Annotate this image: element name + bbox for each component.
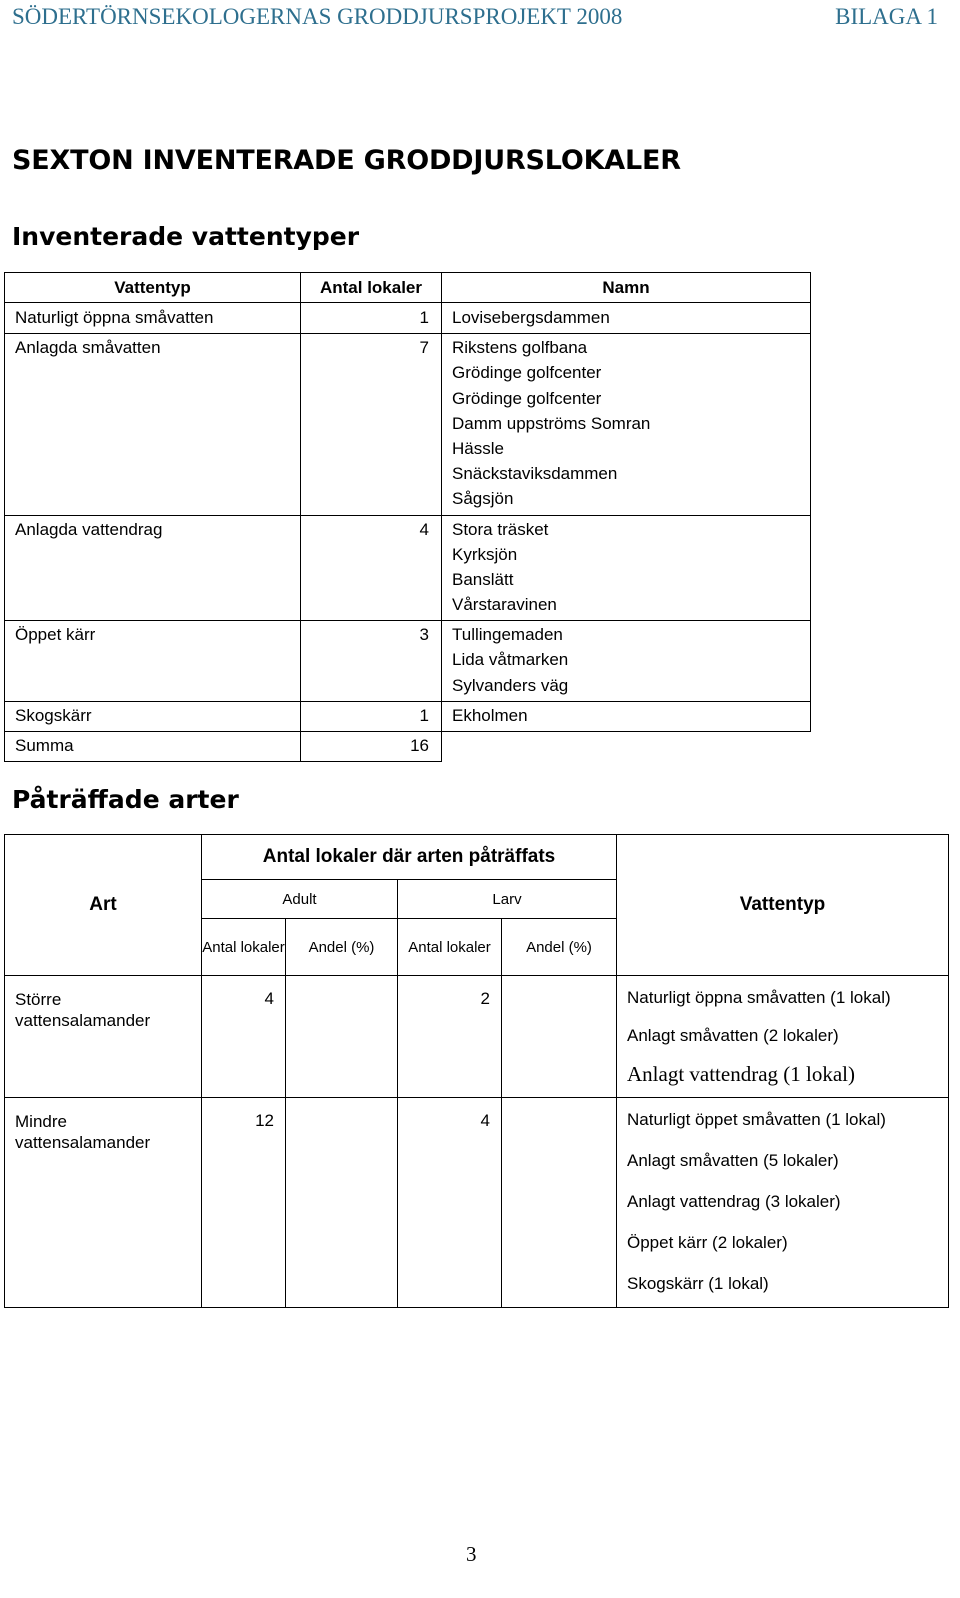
cell-vattentyp: Naturligt öppna småvatten — [5, 303, 301, 334]
column-header-adult-antal: Antal lokaler — [202, 919, 286, 976]
arter-table — [4, 834, 949, 1308]
cell-vattentyp: Anlagda vattendrag — [5, 515, 301, 621]
cell-antal: 7 — [301, 334, 442, 515]
cell-art: Mindre vattensalamander — [5, 1098, 202, 1308]
cell-namn: Rikstens golfbana Grödinge golfcenter Grödinge golfcenter Damm uppströms Somran Hässle Snäckstaviksdammen Sågsjön — [442, 334, 811, 515]
page-title: SEXTON INVENTERADE GRODDJURSLOKALER — [12, 145, 681, 176]
column-header-vattentyp: Vattentyp — [617, 835, 949, 976]
column-header-art: Art — [5, 835, 202, 976]
vattentyper-table — [4, 272, 811, 762]
table-row — [5, 303, 811, 334]
page-number: 3 — [466, 1542, 477, 1566]
cell-adult-andel — [286, 1098, 398, 1308]
cell-larv-andel — [502, 976, 617, 1098]
cell-antal: 1 — [301, 303, 442, 334]
table-row — [5, 515, 811, 621]
cell-antal: 1 — [301, 701, 442, 731]
cell-antal: 4 — [301, 515, 442, 621]
column-header-larv-antal: Antal lokaler — [398, 919, 502, 976]
table-sum-row — [5, 732, 811, 762]
cell-adult-andel — [286, 976, 398, 1098]
running-header-appendix: BILAGA 1 — [835, 4, 938, 29]
table-row — [5, 1098, 949, 1308]
cell-namn: Lovisebergsdammen — [442, 303, 811, 334]
cell-empty — [442, 732, 811, 762]
column-header-larv: Larv — [398, 880, 617, 919]
column-header-group: Antal lokaler där arten påträffats — [202, 835, 617, 880]
cell-vattentyp: Anlagda småvatten — [5, 334, 301, 515]
cell-adult-antal: 12 — [202, 1098, 286, 1308]
cell-adult-antal: 4 — [202, 976, 286, 1098]
column-header-vattentyp: Vattentyp — [5, 273, 301, 303]
section-heading-arter: Påträffade arter — [12, 785, 239, 814]
column-header-adult: Adult — [202, 880, 398, 919]
cell-vattentyp: Skogskärr — [5, 701, 301, 731]
cell-vattentyp: Naturligt öppna småvatten (1 lokal) Anlagt småvatten (2 lokaler) Anlagt vattendrag (1 lokal) — [617, 976, 949, 1098]
cell-vattentyp: Öppet kärr — [5, 621, 301, 702]
section-heading-vattentyper: Inventerade vattentyper — [12, 222, 360, 251]
table-row — [5, 701, 811, 731]
table-header-row — [5, 835, 949, 880]
cell-antal: 3 — [301, 621, 442, 702]
cell-summa-label: Summa — [5, 732, 301, 762]
column-header-antal: Antal lokaler — [301, 273, 442, 303]
table-row — [5, 334, 811, 515]
cell-vattentyp: Naturligt öppet småvatten (1 lokal) Anlagt småvatten (5 lokaler) Anlagt vattendrag (3 lokaler) Öppet kärr (2 lokaler) Skogskärr (1 lokal) — [617, 1098, 949, 1308]
cell-larv-antal: 2 — [398, 976, 502, 1098]
cell-art: Större vattensalamander — [5, 976, 202, 1098]
cell-larv-andel — [502, 1098, 617, 1308]
cell-namn: Ekholmen — [442, 701, 811, 731]
column-header-larv-andel: Andel (%) — [502, 919, 617, 976]
table-row — [5, 621, 811, 702]
cell-namn: Tullingemaden Lida våtmarken Sylvanders väg — [442, 621, 811, 702]
cell-namn: Stora träsket Kyrksjön Banslätt Vårstaravinen — [442, 515, 811, 621]
running-header-title: SÖDERTÖRNSEKOLOGERNAS GRODDJURSPROJEKT 2008 — [12, 4, 623, 29]
cell-summa-value: 16 — [301, 732, 442, 762]
table-header-row — [5, 273, 811, 303]
table-row — [5, 976, 949, 1098]
column-header-adult-andel: Andel (%) — [286, 919, 398, 976]
column-header-namn: Namn — [442, 273, 811, 303]
cell-larv-antal: 4 — [398, 1098, 502, 1308]
